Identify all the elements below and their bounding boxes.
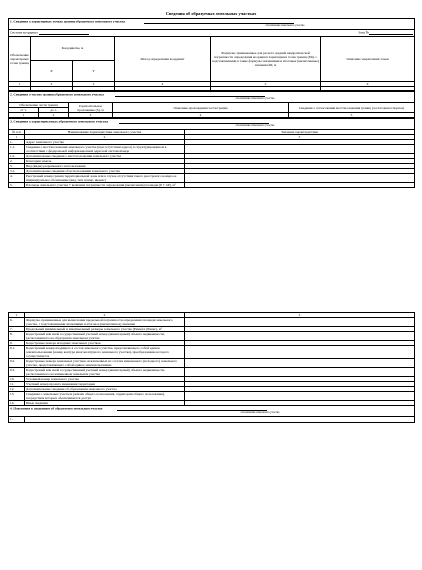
table-row: 14. Иные сведения	[9, 401, 415, 406]
section-3-continued-table	[8, 312, 415, 423]
col-number: 4	[113, 113, 289, 118]
col-number: 3	[185, 135, 415, 140]
col-number: 3	[73, 82, 115, 87]
col-number: 2	[31, 82, 73, 87]
table-row: 9.3. Кадастровый или иной государственный учетный номер (инвентарный) объекта недвижимости, расположенного на измененном земельном участке	[9, 368, 415, 377]
col-number: 5	[211, 82, 321, 87]
coord-system-underline	[39, 30, 89, 35]
table-row: 3. Вид (виды) разрешенного использования	[9, 164, 415, 169]
document-title: Сведения об образуемых земельных участках	[165, 11, 257, 16]
document-page-1	[8, 10, 414, 272]
table-row: 13. Сведения о земельных участках (землях общего пользования, территории общего пользования), посредством которых обеспечивается доступ	[9, 392, 415, 401]
col-point-designation: Обозначение характерных точек границ	[9, 37, 31, 82]
table-row: 9.1. Кадастровый номер входящего в состав земельного участка, представляющего собой единое землепользование (номер контура многоконтурного земельного участка), преобразование которого осуществляется	[9, 346, 415, 359]
col-y: Y	[73, 60, 115, 81]
section-1-caption: обозначение земельного участка	[265, 23, 305, 27]
col-number: 5	[289, 113, 415, 118]
section-4-caption: обозначение земельного участка	[240, 410, 280, 414]
col-value: Значение характеристики	[185, 130, 415, 135]
section-3-underline	[119, 119, 269, 124]
section-2-table	[8, 91, 415, 118]
table-row: 1.1. Сведения о местоположении земельного участка (при отсутствии адреса) в структурированном в соответствии с федеральной информационной адресной системой виде	[9, 145, 415, 154]
section-2-caption: обозначение земельного участка	[235, 96, 275, 100]
section-4-underline	[117, 406, 267, 411]
col-row-number: № п/п	[9, 130, 25, 135]
table-row: 1.2. Дополнительные сведения о местоположении земельного участка	[9, 154, 415, 159]
col-agreement: Сведения о согласовании местоположения границ (согласовано/спорное)	[289, 103, 415, 113]
col-number: 1	[9, 113, 39, 118]
table-row: 2. Категория земель	[9, 159, 415, 164]
section-3-heading: 3. Сведения о характеристиках образуемого земельного участка	[10, 119, 109, 124]
col-fixing: Описание закрепления точки	[321, 37, 415, 82]
col-x: X	[31, 60, 73, 81]
section-1-heading: 1. Сведения о характерных точках границ образуемого земельного участка	[10, 19, 126, 24]
table-row: 3.1. Дополнительные сведения об использовании земельного участка	[9, 169, 415, 174]
col-number: 2	[39, 113, 69, 118]
section-1-underline	[144, 19, 294, 24]
col-description: Описание прохождения части границ	[113, 103, 289, 113]
col-number: 2	[25, 135, 185, 140]
col-to: до т.	[39, 108, 69, 113]
section-3-table	[8, 118, 415, 188]
col-number: 1	[9, 135, 25, 140]
table-row: 9.2. Кадастровые номера земельных участков, исключенных из состава измененного (исходного) земельного участка, представляющего собой единое землепользование	[9, 359, 415, 368]
table-row: 11. Учетный номер проекта межевания территории	[9, 382, 415, 387]
table-row: 6. Формулы, примененные для вычисления предельной погрешности определения площади земельного участка, с подставленными значениями и итоговое (вычисленное) значение	[9, 318, 415, 327]
table-row: 7. Предельный минимальный и максимальный размеры земельного участка (Pмин) и (Pмакс), м²	[9, 327, 415, 332]
table-row: 10. Условный номер земельного участка	[9, 377, 415, 382]
table-row: 5. Площадь земельного участка ± величина погрешности определения (вычисления) площади (P ± ΔP), м²	[9, 183, 415, 188]
section-1-table	[8, 18, 415, 91]
col-characteristic: Наименование характеристики земельного участка	[25, 130, 185, 135]
col-part: Обозначение части границ	[9, 103, 69, 108]
col-length: Горизонтальное проложение (S), м	[69, 103, 113, 113]
col-coordinates: Координаты, м	[31, 37, 115, 61]
section-2-heading: 2. Сведения о частях границ образуемого земельного участка	[10, 92, 104, 97]
section-2-underline	[115, 92, 265, 97]
table-row: 4. Реестровый номер границ территориальной зоны или в случае отсутствия такого реестрового номера ее индивидуальное обозначение (вид, тип, номер, индекс)	[9, 174, 415, 183]
col-from: от т.	[9, 108, 39, 113]
table-row: 12. Дополнительные сведения об образовании земельного участка	[9, 387, 415, 392]
col-number: 4	[115, 82, 211, 87]
zone-label: Зона №	[358, 30, 370, 35]
col-method: Метод определения координат	[115, 37, 211, 82]
col-number: 2	[25, 313, 185, 318]
coord-system-label: Система координат	[10, 30, 38, 35]
col-number: 1	[9, 313, 25, 318]
col-number: 3	[69, 113, 113, 118]
col-number: 3	[185, 313, 415, 318]
table-row: 1. Адрес земельного участка	[9, 140, 415, 145]
table-row: 9. Кадастровые номера исходных земельных участков	[9, 341, 415, 346]
table-row: 1.	[9, 417, 415, 423]
document-page-2	[8, 312, 414, 562]
col-number: 1	[9, 82, 31, 87]
col-formula: Формулы, примененные для расчета средней квадратической погрешности определения координат характерных точек границ (Mt), с подставленными в такие формулы значениями и итоговые (вычисленные) значения Mt, м	[211, 37, 321, 82]
table-row: 8. Кадастровый или иной государственный учетный номер (инвентарный) объекта недвижимости, расположенного на образуемом земельном участке	[9, 332, 415, 341]
col-number: 6	[321, 82, 415, 87]
section-3-caption: обозначение земельного участка	[235, 123, 275, 127]
section-4-heading: 4. Пояснения к сведениям об образуемом земельном участке	[10, 406, 103, 411]
